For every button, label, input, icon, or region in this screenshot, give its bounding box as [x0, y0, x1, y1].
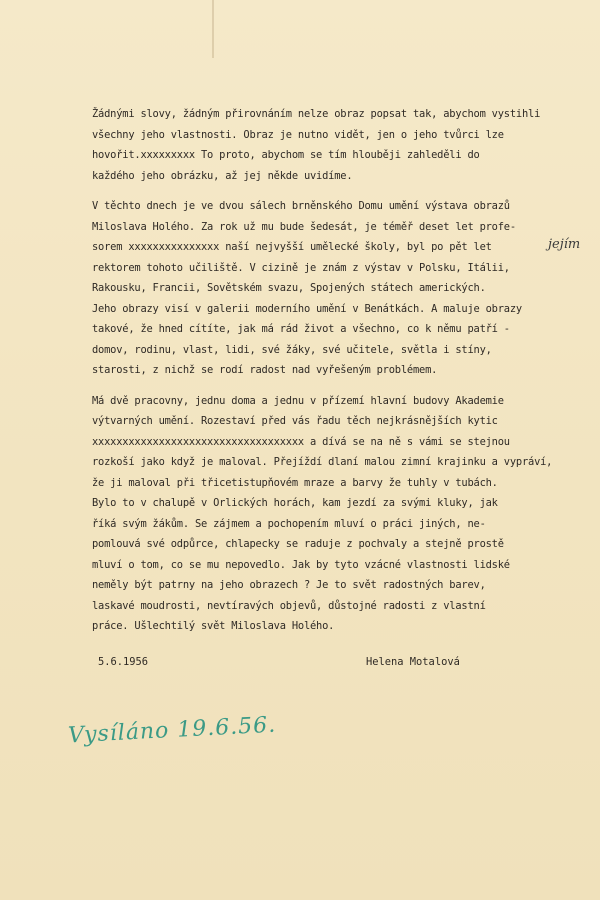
text-line: každého jeho obrázku, až jej někde uvidíme.	[92, 169, 353, 182]
text-line: mluví o tom, co se mu nepovedlo. Jak by tyto vzácné vlastnosti lidské	[92, 558, 510, 571]
text-line: pomlouvá své odpůrce, chlapecky se raduje z pochvaly a stejně prostě	[92, 538, 504, 550]
text-line: rektorem tohoto učiliště. V cizině je znám z výstav v Polsku, Itálii,	[92, 261, 510, 274]
text-line: práce. Ušlechtilý svět Miloslava Holého.	[92, 620, 335, 632]
text-line: Bylo to v chalupě v Orlických horách, kam jezdí za svými kluky, jak	[92, 497, 498, 509]
text-line: starosti, z nichž se rodí radost nad vyřešeným problémem.	[92, 364, 438, 376]
text-line: V těchto dnech je ve dvou sálech brněnského Domu umění výstava obrazů	[92, 200, 510, 212]
paragraph-gap	[92, 381, 588, 391]
text-line: Žádnými slovy, žádným přirovnáním nelze obraz popsat tak, abychom vystihli	[92, 108, 541, 120]
paragraph-gap	[92, 186, 588, 196]
paper-fold-mark	[212, 0, 214, 58]
text-line: rozkoší jako když je maloval. Přejíždí dlaní malou zimní krajinku a vypráví,	[92, 456, 553, 468]
text-line: že ji maloval při třicetistupňovém mraze a barvy že tuhly v tubách.	[92, 476, 498, 489]
author-name: Helena Motalová	[366, 656, 460, 668]
text-line: říká svým žákům. Se zájmem a pochopením mluví o práci jiných, ne-	[92, 517, 486, 530]
text-line: všechny jeho vlastnosti. Obraz je nutno vidět, jen o jeho tvůrci lze	[92, 128, 504, 141]
handwritten-broadcast-note: Vysíláno 19.6.56.	[67, 712, 277, 749]
text-line: laskavé moudrosti, nevtíravých objevů, důstojné radosti z vlastní	[92, 599, 486, 612]
text-line: Miloslava Holého. Za rok už mu bude šedesát, je téměř deset let profe-	[92, 220, 516, 233]
text-line: neměly být patrny na jeho obrazech ? Je to svět radostných barev,	[92, 579, 486, 591]
text-line: Rakousku, Francii, Sovětském svazu, Spojených státech amerických.	[92, 282, 486, 294]
text-line: domov, rodinu, vlast, lidi, své žáky, své učitele, světla i stíny,	[92, 343, 492, 356]
text-line: Jeho obrazy visí v galerii moderního umění v Benátkách. A maluje obrazy	[92, 302, 522, 315]
text-line: Má dvě pracovny, jednu doma a jednu v přízemí hlavní budovy Akademie	[92, 394, 504, 407]
text-line: hovořit.xxxxxxxxx To proto, abychom se tím hlouběji zahleděli do	[92, 149, 480, 161]
text-line: takové, že hned cítíte, jak má rád život a všechno, co k němu patří -	[92, 323, 510, 335]
text-line: xxxxxxxxxxxxxxxxxxxxxxxxxxxxxxxxxxx a dívá se na ně s vámi se stejnou	[92, 435, 510, 448]
document-date: 5.6.1956	[98, 656, 149, 668]
typed-text-body	[92, 104, 588, 637]
text-line: sorem xxxxxxxxxxxxxxx naší nejvyšší umělecké školy, byl po pět let	[92, 241, 492, 253]
handwritten-margin-note: jejím	[548, 237, 581, 252]
text-line: výtvarných umění. Rozestaví před vás řadu těch nejkrásnějších kytic	[92, 415, 498, 427]
